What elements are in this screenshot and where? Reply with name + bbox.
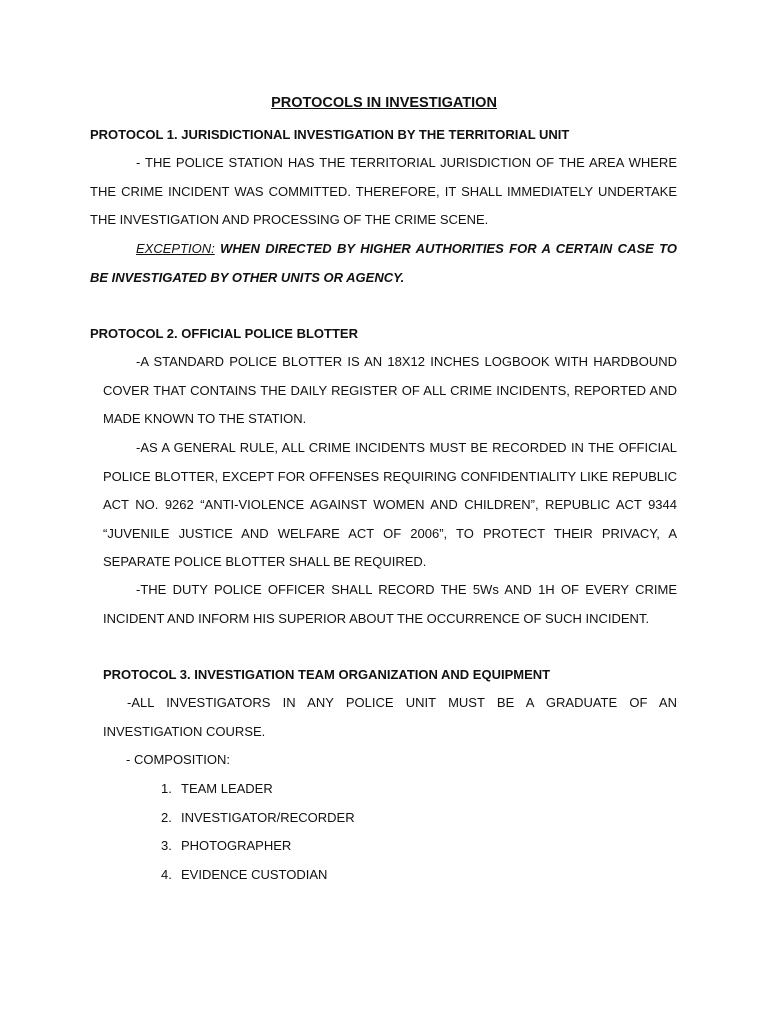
protocol-3-heading: PROTOCOL 3. INVESTIGATION TEAM ORGANIZATION AND EQUIPMENT bbox=[103, 667, 551, 682]
list-item: 1. TEAM LEADER bbox=[161, 781, 273, 796]
protocol-2-paragraph-1: -A STANDARD POLICE BLOTTER IS AN 18X12 INCHES LOGBOOK WITH HARDBOUND COVER THAT CONTAINS THE DAILY REGISTER OF ALL CRIME INCIDENTS, REPORTED AND MADE KNOWN TO THE STATION. bbox=[103, 354, 677, 426]
exception-label: EXCEPTION: bbox=[136, 241, 215, 256]
protocol-2-heading: PROTOCOL 2. OFFICIAL POLICE BLOTTER bbox=[90, 326, 358, 341]
protocol-1-heading: PROTOCOL 1. JURISDICTIONAL INVESTIGATION BY THE TERRITORIAL UNIT bbox=[90, 127, 570, 142]
document-title: PROTOCOLS IN INVESTIGATION bbox=[271, 95, 497, 111]
list-item: 3. PHOTOGRAPHER bbox=[161, 838, 292, 853]
list-item: 4. EVIDENCE CUSTODIAN bbox=[161, 866, 328, 882]
protocol-2-paragraph-2: -AS A GENERAL RULE, ALL CRIME INCIDENTS MUST BE RECORDED IN THE OFFICIAL POLICE BLOTTER, EXCEPT FOR OFFENSES REQUIRING CONFIDENTIALITY LIKE REPUBLIC ACT NO. 9262 “ANTI-VIOLENCE AGAINST WOMEN AND CHILDREN”, REPUBLIC ACT 9344 “JUVENILE JUSTICE AND WELFARE ACT OF 2006”, TO PROTECT THEIR PRIVACY, A SEPARATE POLICE BLOTTER SHALL BE REQUIRED. bbox=[103, 440, 677, 569]
composition-label: - COMPOSITION: bbox=[126, 752, 230, 767]
composition-list bbox=[161, 775, 355, 889]
protocol-3-paragraph: -ALL INVESTIGATORS IN ANY POLICE UNIT MUST BE A GRADUATE OF AN INVESTIGATION COURSE. bbox=[103, 695, 677, 739]
protocol-1-exception bbox=[90, 235, 677, 292]
list-item: 2. INVESTIGATOR/RECORDER bbox=[161, 809, 355, 825]
protocol-2-paragraph-3: -THE DUTY POLICE OFFICER SHALL RECORD THE 5Ws AND 1H OF EVERY CRIME INCIDENT AND INFORM HIS SUPERIOR ABOUT THE OCCURRENCE OF SUCH INCIDENT. bbox=[103, 582, 677, 626]
exception-text: WHEN DIRECTED BY HIGHER AUTHORITIES FOR A CERTAIN CASE TO BE INVESTIGATED BY OTHER UNITS OR AGENCY. bbox=[90, 241, 677, 285]
protocol-1-paragraph: - THE POLICE STATION HAS THE TERRITORIAL JURISDICTION OF THE AREA WHERE THE CRIME INCIDENT WAS COMMITTED. THEREFORE, IT SHALL IMMEDIATELY UNDERTAKE THE INVESTIGATION AND PROCESSING OF THE CRIME SCENE. bbox=[90, 155, 677, 227]
